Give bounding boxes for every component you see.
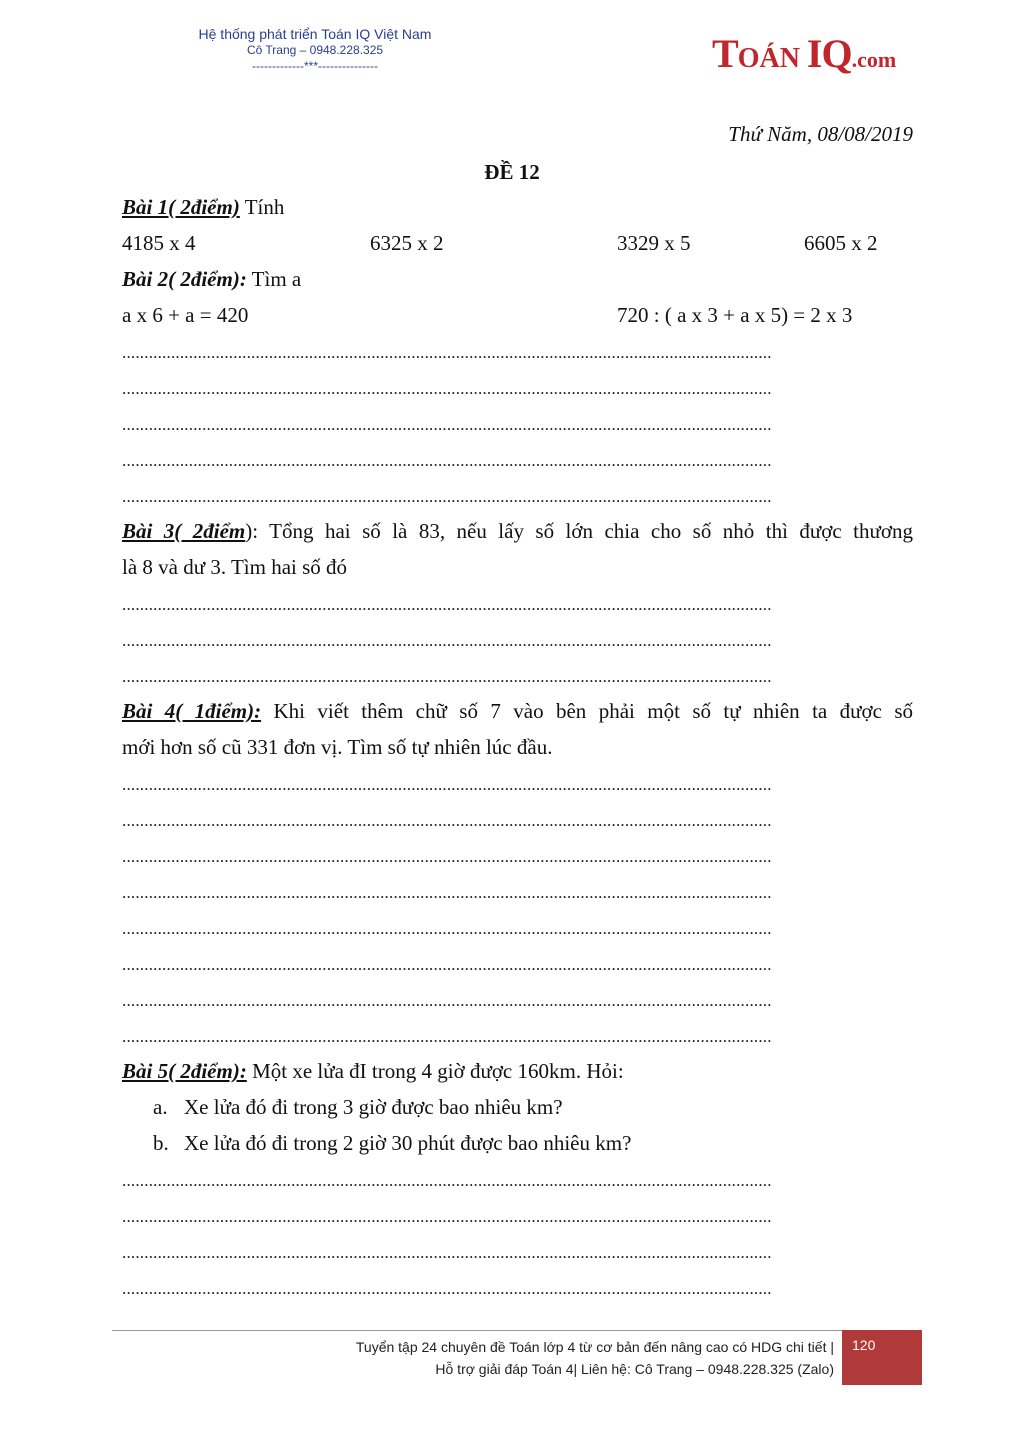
footer-line-2: Hỗ trợ giải đáp Toán 4| Liên hệ: Cô Trang – 0948.228.325 (Zalo)	[435, 1361, 834, 1377]
bai1-item-3: 3329 x 5	[617, 231, 691, 255]
answer-line: ..................................................................................................................................................	[122, 415, 772, 434]
answer-line: ..................................................................................................................................................	[122, 919, 772, 938]
header-info	[170, 26, 460, 74]
bai1-item-1: 4185 x 4	[122, 231, 196, 255]
bai5-heading	[122, 1059, 624, 1084]
bai4-label: Bài 4( 1điểm):	[122, 699, 262, 723]
bai5-question-a: Xe lửa đó đi trong 3 giờ được bao nhiêu km?	[184, 1095, 563, 1119]
answer-line: ..................................................................................................................................................	[122, 1027, 772, 1046]
answer-line: ..................................................................................................................................................	[122, 595, 772, 614]
answer-line: ..................................................................................................................................................	[122, 955, 772, 974]
bai2-equation-2: 720 : ( a x 3 + a x 5) = 2 x 3	[617, 303, 853, 327]
answer-line: ..................................................................................................................................................	[122, 811, 772, 830]
header-system-name: Hệ thống phát triển Toán IQ Việt Nam	[198, 26, 432, 42]
bai5-text: Một xe lửa đI trong 4 giờ được 160km. Hỏi:	[246, 1059, 624, 1083]
bai5-b-marker: b.	[153, 1131, 169, 1155]
bai2-equation-1: a x 6 + a = 420	[122, 303, 249, 327]
header-separator: -------------***---------------	[252, 59, 378, 73]
bai1-item-4: 6605 x 2	[804, 231, 878, 255]
answer-line: ..................................................................................................................................................	[122, 1279, 772, 1298]
answer-line: ..................................................................................................................................................	[122, 379, 772, 398]
exam-title: ĐỀ 12	[484, 160, 540, 184]
footer-line-1: Tuyển tập 24 chuyên đề Toán lớp 4 từ cơ bản đến nâng cao có HDG chi tiết |	[355, 1339, 834, 1355]
bai5-label: Bài 5( 2điểm):	[122, 1059, 247, 1083]
bai1-item-2: 6325 x 2	[370, 231, 444, 255]
bai1-label: Bài 1( 2điểm)	[122, 195, 240, 219]
bai2-label: Bài 2( 2điểm):	[122, 267, 247, 291]
bai3-text: ): Tổng hai số là 83, nếu lấy số lớn chia cho số nhỏ thì được thương	[245, 519, 913, 543]
header-contact: Cô Trang – 0948.228.325	[246, 43, 384, 57]
answer-line: ..................................................................................................................................................	[122, 451, 772, 470]
bai5-question-b: Xe lửa đó đi trong 2 giờ 30 phút được bao nhiêu km?	[184, 1131, 632, 1155]
answer-line: ..................................................................................................................................................	[122, 775, 772, 794]
toaniq-logo: TOÁN IQ.com	[712, 31, 897, 76]
answer-line: ..................................................................................................................................................	[122, 1243, 772, 1262]
bai1-heading	[122, 195, 284, 220]
date-line: Thứ Năm, 08/08/2019	[728, 122, 913, 146]
answer-line: ..................................................................................................................................................	[122, 343, 772, 362]
answer-line: ..................................................................................................................................................	[122, 847, 772, 866]
bai3-heading	[122, 519, 913, 544]
page-number: 120	[852, 1337, 876, 1353]
answer-line: ..................................................................................................................................................	[122, 883, 772, 902]
answer-line: ..................................................................................................................................................	[122, 1171, 772, 1190]
page-number-box	[842, 1330, 922, 1385]
answer-line: ..................................................................................................................................................	[122, 1207, 772, 1226]
answer-line: ..................................................................................................................................................	[122, 991, 772, 1010]
bai4-heading	[122, 699, 913, 724]
answer-line: ..................................................................................................................................................	[122, 631, 772, 650]
answer-line: ..................................................................................................................................................	[122, 667, 772, 686]
bai3-label: Bài 3( 2điểm	[122, 519, 246, 543]
footer-divider	[112, 1330, 844, 1331]
bai5-a-marker: a.	[153, 1095, 168, 1119]
bai2-text: Tìm a	[246, 267, 302, 291]
bai4-text-2: mới hơn số cũ 331 đơn vị. Tìm số tự nhiên lúc đầu.	[122, 735, 553, 759]
bai4-text: Khi viết thêm chữ số 7 vào bên phải một số tự nhiên ta được số	[261, 699, 913, 723]
footer-text	[356, 1336, 834, 1380]
answer-line: ..................................................................................................................................................	[122, 487, 772, 506]
bai3-text-2: là 8 và dư 3. Tìm hai số đó	[122, 555, 348, 579]
bai2-heading	[122, 267, 301, 292]
bai1-text: Tính	[239, 195, 285, 219]
